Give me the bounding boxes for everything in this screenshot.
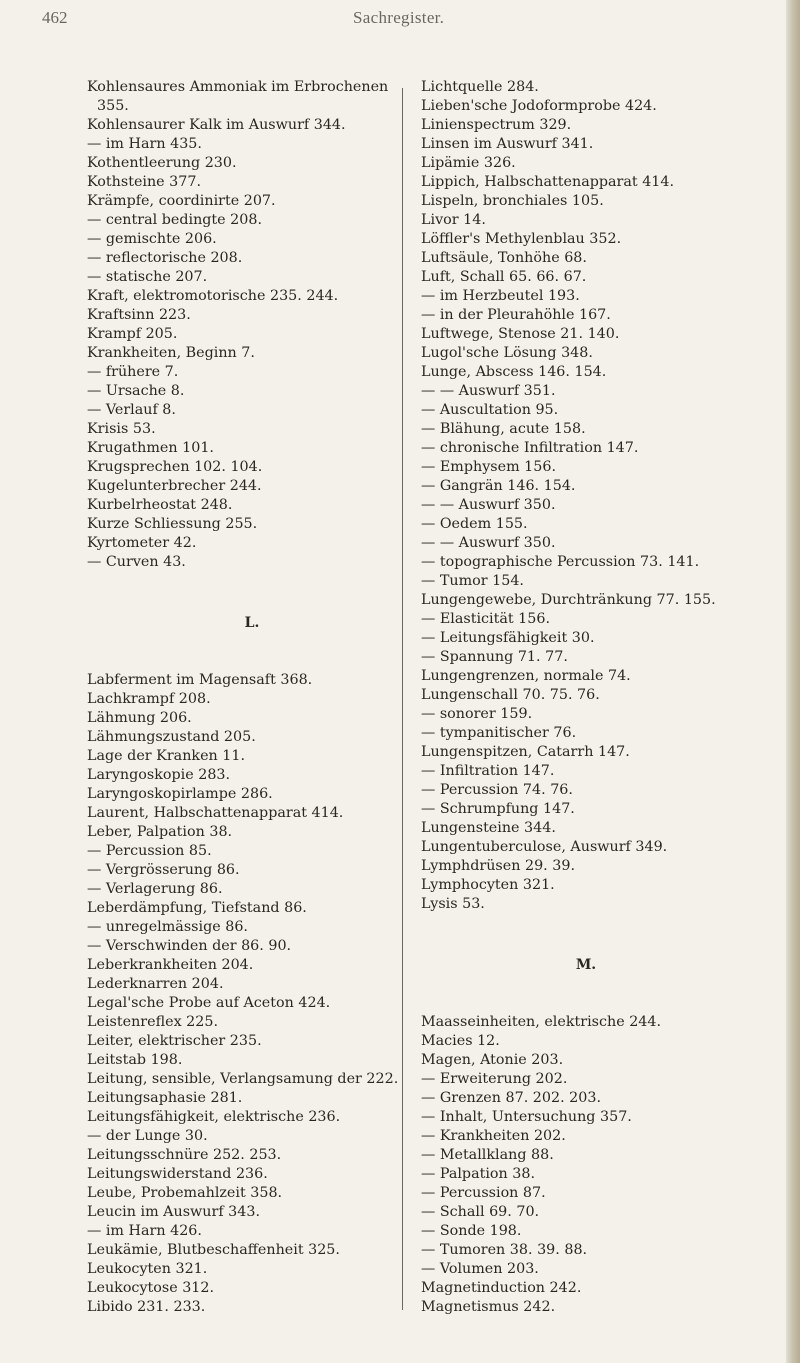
index-entry: — — Auswurf 351. (421, 383, 556, 399)
index-entry: Leberdämpfung, Tiefstand 86. (87, 900, 307, 916)
index-entry: Linienspectrum 329. (421, 117, 572, 133)
index-entry: — Leitungsfähigkeit 30. (421, 630, 595, 646)
index-entry: — Tumoren 38. 39. 88. (421, 1242, 588, 1258)
index-column-left (87, 78, 417, 1317)
index-entry: Laryngoskopie 283. (87, 767, 231, 783)
index-entry: Lispeln, bronchiales 105. (421, 193, 604, 209)
index-entry: Leitstab 198. (87, 1052, 183, 1068)
index-entry: Maasseinheiten, elektrische 244. (421, 1014, 662, 1030)
index-entry: Labferment im Magensaft 368. (87, 672, 313, 688)
index-entry: — im Herzbeutel 193. (421, 288, 580, 304)
index-entry: — statische 207. (87, 269, 208, 285)
page-number: 462 (42, 8, 68, 27)
index-entry: Luftwege, Stenose 21. 140. (421, 326, 620, 342)
index-entry: Lederknarren 204. (87, 976, 224, 992)
section-heading-l: L. (244, 615, 260, 631)
index-entry: Luftsäule, Tonhöhe 68. (421, 250, 587, 266)
index-entry: — Auscultation 95. (421, 402, 559, 418)
index-entry: — Blähung, acute 158. (421, 421, 586, 437)
index-entry: Lungenspitzen, Catarrh 147. (421, 744, 630, 760)
index-entry: Krämpfe, coordinirte 207. (87, 193, 276, 209)
index-entry: — unregelmässige 86. (87, 919, 248, 935)
index-entry: Kurbelrheostat 248. (87, 497, 233, 513)
index-entry: — Oedem 155. (421, 516, 528, 532)
section-heading-m: M. (575, 957, 597, 973)
index-entry: — topographische Percussion 73. 141. (421, 554, 700, 570)
index-entry: Lachkrampf 208. (87, 691, 211, 707)
index-entry: Kraft, elektromotorische 235. 244. (87, 288, 339, 304)
index-entry: Krankheiten, Beginn 7. (87, 345, 255, 361)
running-head: Sachregister. (353, 8, 445, 27)
index-entry: Kothsteine 377. (87, 174, 202, 190)
index-entry: — tympanitischer 76. (421, 725, 577, 741)
index-entry: — Schall 69. 70. (421, 1204, 540, 1220)
index-entry: Leiter, elektrischer 235. (87, 1033, 262, 1049)
index-entry: — Emphysem 156. (421, 459, 557, 475)
index-entry: Luft, Schall 65. 66. 67. (421, 269, 587, 285)
index-entry: Lungenschall 70. 75. 76. (421, 687, 600, 703)
index-entry: Legal'sche Probe auf Aceton 424. (87, 995, 331, 1011)
index-entry: Lieben'sche Jodoformprobe 424. (421, 98, 657, 114)
index-entry: Kohlensaurer Kalk im Auswurf 344. (87, 117, 346, 133)
index-entry: Lichtquelle 284. (421, 79, 539, 95)
entry-list-l-continued (421, 78, 751, 914)
index-entry: — Verlagerung 86. (87, 881, 223, 897)
index-entry: Leistenreflex 225. (87, 1014, 219, 1030)
index-entry: Lipämie 326. (421, 155, 516, 171)
page-header (0, 8, 800, 32)
index-entry: Leube, Probemahlzeit 358. (87, 1185, 283, 1201)
index-entry: — Spannung 71. 77. (421, 649, 568, 665)
index-entry: Kraftsinn 223. (87, 307, 191, 323)
index-entry: Leitungsschnüre 252. 253. (87, 1147, 282, 1163)
index-entry: Leitungsfähigkeit, elektrische 236. (87, 1109, 341, 1125)
index-entry: — Tumor 154. (421, 573, 524, 589)
index-entry: — reflectorische 208. (87, 250, 243, 266)
index-entry: 355. (97, 98, 129, 114)
index-entry: Leucin im Auswurf 343. (87, 1204, 260, 1220)
index-entry: Laryngoskopirlampe 286. (87, 786, 273, 802)
index-entry: — Erweiterung 202. (421, 1071, 568, 1087)
index-entry: Leukocyten 321. (87, 1261, 208, 1277)
index-entry: Livor 14. (421, 212, 486, 228)
index-entry: Leitung, sensible, Verlangsamung der 222. (87, 1071, 399, 1087)
index-entry: — Gangrän 146. 154. (421, 478, 576, 494)
index-entry: Lysis 53. (421, 896, 485, 912)
index-entry: Lugol'sche Lösung 348. (421, 345, 593, 361)
index-entry: Lähmungszustand 205. (87, 729, 256, 745)
index-entry: Leitungswiderstand 236. (87, 1166, 268, 1182)
index-entry: Kyrtometer 42. (87, 535, 197, 551)
index-column-right (421, 78, 751, 1317)
index-entry: Kugelunterbrecher 244. (87, 478, 262, 494)
index-entry: Krisis 53. (87, 421, 156, 437)
index-entry: Macies 12. (421, 1033, 500, 1049)
index-entry: Kurze Schliessung 255. (87, 516, 258, 532)
index-entry: Lymphocyten 321. (421, 877, 555, 893)
index-entry: — gemischte 206. (87, 231, 217, 247)
index-entry: — im Harn 435. (87, 136, 202, 152)
index-entry: Leukämie, Blutbeschaffenheit 325. (87, 1242, 340, 1258)
index-entry: Linsen im Auswurf 341. (421, 136, 594, 152)
index-entry: Leberkrankheiten 204. (87, 957, 254, 973)
index-entry: — central bedingte 208. (87, 212, 263, 228)
index-entry: Leitungsaphasie 281. (87, 1090, 243, 1106)
index-entry: Laurent, Halbschattenapparat 414. (87, 805, 344, 821)
index-entry: — — Auswurf 350. (421, 497, 556, 513)
index-entry: — der Lunge 30. (87, 1128, 208, 1144)
index-entry: — Metallklang 88. (421, 1147, 554, 1163)
index-entry: — Percussion 74. 76. (421, 782, 573, 798)
index-entry: Löffler's Methylenblau 352. (421, 231, 622, 247)
index-entry: Krampf 205. (87, 326, 178, 342)
index-entry: Leukocytose 312. (87, 1280, 215, 1296)
index-entry: — — Auswurf 350. (421, 535, 556, 551)
index-entry: Magnetinduction 242. (421, 1280, 582, 1296)
entry-list-m (421, 1013, 751, 1317)
index-entry: — Inhalt, Untersuchung 357. (421, 1109, 632, 1125)
index-entry: Lungengrenzen, normale 74. (421, 668, 631, 684)
index-entry: — Schrumpfung 147. (421, 801, 575, 817)
index-entry: — in der Pleurahöhle 167. (421, 307, 611, 323)
index-entry: — Percussion 85. (87, 843, 212, 859)
index-entry: Kothentleerung 230. (87, 155, 237, 171)
index-entry: — Curven 43. (87, 554, 186, 570)
index-entry: Lungentuberculose, Auswurf 349. (421, 839, 668, 855)
index-entry: — sonorer 159. (421, 706, 533, 722)
index-entry: — frühere 7. (87, 364, 179, 380)
index-entry: — Elasticität 156. (421, 611, 551, 627)
index-entry: — Infiltration 147. (421, 763, 555, 779)
page-edge (786, 0, 800, 1363)
index-entry: Libido 231. 233. (87, 1299, 206, 1315)
index-entry: Lunge, Abscess 146. 154. (421, 364, 607, 380)
index-entry: Leber, Palpation 38. (87, 824, 233, 840)
index-entry: Kohlensaures Ammoniak im Erbrochenen (87, 79, 389, 95)
index-entry: — Verschwinden der 86. 90. (87, 938, 292, 954)
entry-list-k (87, 78, 417, 572)
index-entry: — Palpation 38. (421, 1166, 536, 1182)
index-entry: Lähmung 206. (87, 710, 192, 726)
index-entry: Magen, Atonie 203. (421, 1052, 564, 1068)
index-entry: Lungengewebe, Durchtränkung 77. 155. (421, 592, 716, 608)
index-entry: Lippich, Halbschattenapparat 414. (421, 174, 675, 190)
index-entry: — Percussion 87. (421, 1185, 546, 1201)
index-entry: — Verlauf 8. (87, 402, 176, 418)
index-entry: — Volumen 203. (421, 1261, 539, 1277)
index-entry: Lungensteine 344. (421, 820, 556, 836)
index-entry: — Vergrösserung 86. (87, 862, 240, 878)
entry-list-l (87, 671, 417, 1317)
index-entry: Lage der Kranken 11. (87, 748, 246, 764)
index-entry: — Ursache 8. (87, 383, 185, 399)
index-entry: Lymphdrüsen 29. 39. (421, 858, 575, 874)
index-entry: — Sonde 198. (421, 1223, 522, 1239)
index-entry: — im Harn 426. (87, 1223, 202, 1239)
index-entry: Krugathmen 101. (87, 440, 214, 456)
index-entry: Krugsprechen 102. 104. (87, 459, 263, 475)
index-entry: — Grenzen 87. 202. 203. (421, 1090, 602, 1106)
index-entry: Magnetismus 242. (421, 1299, 556, 1315)
index-entry: — Krankheiten 202. (421, 1128, 566, 1144)
index-entry: — chronische Infiltration 147. (421, 440, 639, 456)
